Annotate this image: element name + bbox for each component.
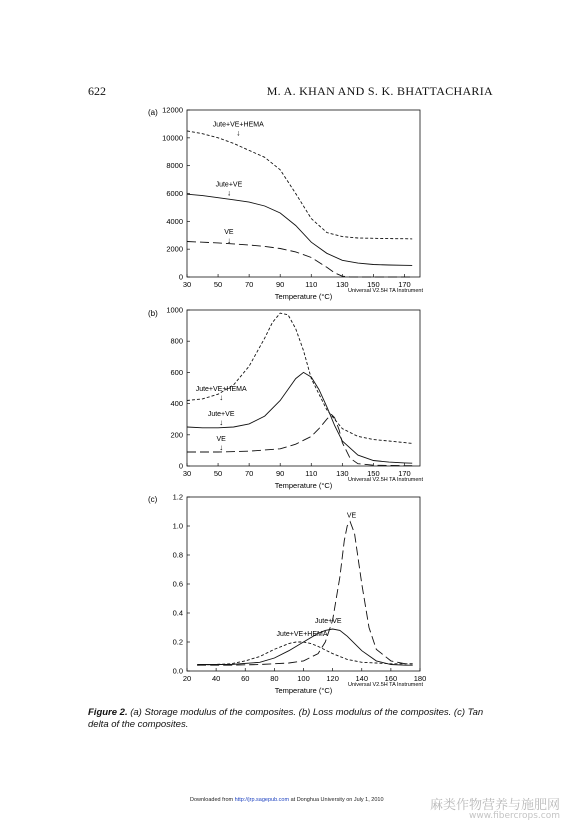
instrument-label: Universal V2.5H TA Instrument (348, 682, 423, 688)
x-tick-label: 30 (182, 280, 192, 289)
x-tick-label: 170 (398, 469, 411, 478)
x-tick-label: 90 (276, 469, 285, 478)
download-footer (190, 797, 384, 803)
plot-frame (187, 497, 420, 671)
chart-panel-1 (148, 106, 423, 302)
annotation-arrow: ↓ (226, 235, 231, 245)
series-line-jute-ve (187, 194, 412, 265)
x-tick-label: 170 (398, 280, 411, 289)
x-tick-label: 40 (211, 674, 221, 683)
annotation-arrow: ↓ (219, 418, 224, 428)
caption-text: (a) Storage modulus of the composites. (b) Loss modulus of the composites. (c) Tan delta of the composites. (88, 707, 484, 730)
y-tick-label: 0.8 (172, 550, 183, 560)
x-tick-label: 110 (305, 280, 318, 289)
series-annotation: Jute+VE (314, 618, 342, 626)
x-tick-label: 130 (336, 280, 349, 289)
running-header-authors: M. A. KHAN AND S. K. BHATTACHARIA (266, 84, 493, 98)
y-tick-label: 0.4 (172, 608, 183, 618)
series-line-ve (187, 242, 412, 278)
chart-panel-3 (148, 493, 426, 696)
x-tick-label: 60 (241, 674, 250, 683)
footer-prefix: Downloaded from (190, 797, 235, 803)
footer-suffix: at Donghua University on July 1, 2010 (289, 797, 384, 803)
figure-caption (88, 707, 498, 731)
series-annotation: Jute+VE+HEMA (212, 121, 264, 129)
x-tick-label: 50 (213, 469, 223, 478)
series-annotation: VE (224, 228, 234, 236)
watermark-cn: 麻类作物营养与施肥网 (429, 798, 560, 813)
series-line-ve (197, 522, 413, 666)
annotation-arrow: ↓ (236, 128, 241, 138)
y-tick-label: 0.0 (172, 666, 183, 676)
x-tick-label: 120 (326, 674, 339, 683)
y-tick-label: 4000 (166, 216, 183, 226)
x-tick-label: 100 (297, 674, 310, 683)
panel-label: (b) (148, 309, 158, 318)
x-tick-label: 180 (413, 674, 427, 683)
x-axis-label: Temperature (°C) (274, 686, 333, 695)
series-annotation: VE (346, 512, 357, 520)
x-tick-label: 150 (367, 280, 380, 289)
y-tick-label: 10000 (162, 133, 183, 143)
x-axis-label: Temperature (°C) (274, 292, 333, 301)
x-tick-label: 110 (305, 469, 318, 478)
series-annotation: VE (216, 436, 226, 444)
y-tick-label: 2000 (166, 244, 183, 254)
panel-label: (c) (148, 495, 158, 504)
x-tick-label: 30 (182, 469, 192, 478)
y-tick-label: 400 (170, 399, 183, 409)
x-tick-label: 140 (355, 674, 369, 683)
annotation-arrow: ↓ (219, 443, 224, 453)
x-tick-label: 50 (213, 280, 223, 289)
x-tick-label: 20 (182, 674, 192, 683)
chart-panel-2 (148, 306, 423, 491)
x-tick-label: 150 (367, 469, 380, 478)
y-tick-label: 0 (178, 461, 183, 471)
annotation-arrow: ↓ (219, 393, 224, 403)
y-tick-label: 800 (170, 336, 183, 346)
y-tick-label: 12000 (162, 105, 183, 115)
instrument-label: Universal V2.5H TA Instrument (348, 288, 423, 294)
caption-label: Figure 2. (88, 707, 128, 718)
y-tick-label: 1000 (166, 305, 183, 315)
series-annotation: Jute+VE+HEMA (276, 631, 328, 639)
plot-frame (187, 110, 420, 277)
x-tick-label: 90 (276, 280, 285, 289)
y-tick-label: 1.2 (172, 492, 183, 502)
y-tick-label: 1.0 (172, 521, 183, 531)
footer-link[interactable]: http://jrp.sagepub.com (234, 797, 290, 803)
y-tick-label: 0.6 (172, 579, 183, 589)
annotation-arrow: ↓ (226, 188, 231, 198)
panel-label: (a) (148, 108, 158, 117)
series-annotation: Jute+VE (207, 411, 235, 419)
y-tick-label: 600 (170, 367, 183, 377)
y-tick-label: 8000 (166, 161, 183, 171)
y-tick-label: 6000 (166, 189, 183, 198)
y-tick-label: 0.2 (172, 637, 183, 647)
y-tick-label: 200 (170, 430, 183, 440)
series-annotation: Jute+VE (215, 181, 243, 189)
x-tick-label: 130 (336, 469, 349, 478)
page-number: 622 (88, 84, 106, 98)
y-tick-label: 0 (178, 272, 183, 282)
x-tick-label: 160 (384, 674, 398, 683)
instrument-label: Universal V2.5H TA Instrument (348, 477, 423, 483)
x-tick-label: 70 (244, 280, 254, 289)
x-tick-label: 80 (270, 674, 279, 683)
x-tick-label: 70 (244, 469, 254, 478)
x-axis-label: Temperature (°C) (274, 481, 333, 490)
series-annotation: Jute+VE+HEMA (195, 386, 247, 394)
watermark-url: www.fibercrops.com (469, 811, 560, 821)
